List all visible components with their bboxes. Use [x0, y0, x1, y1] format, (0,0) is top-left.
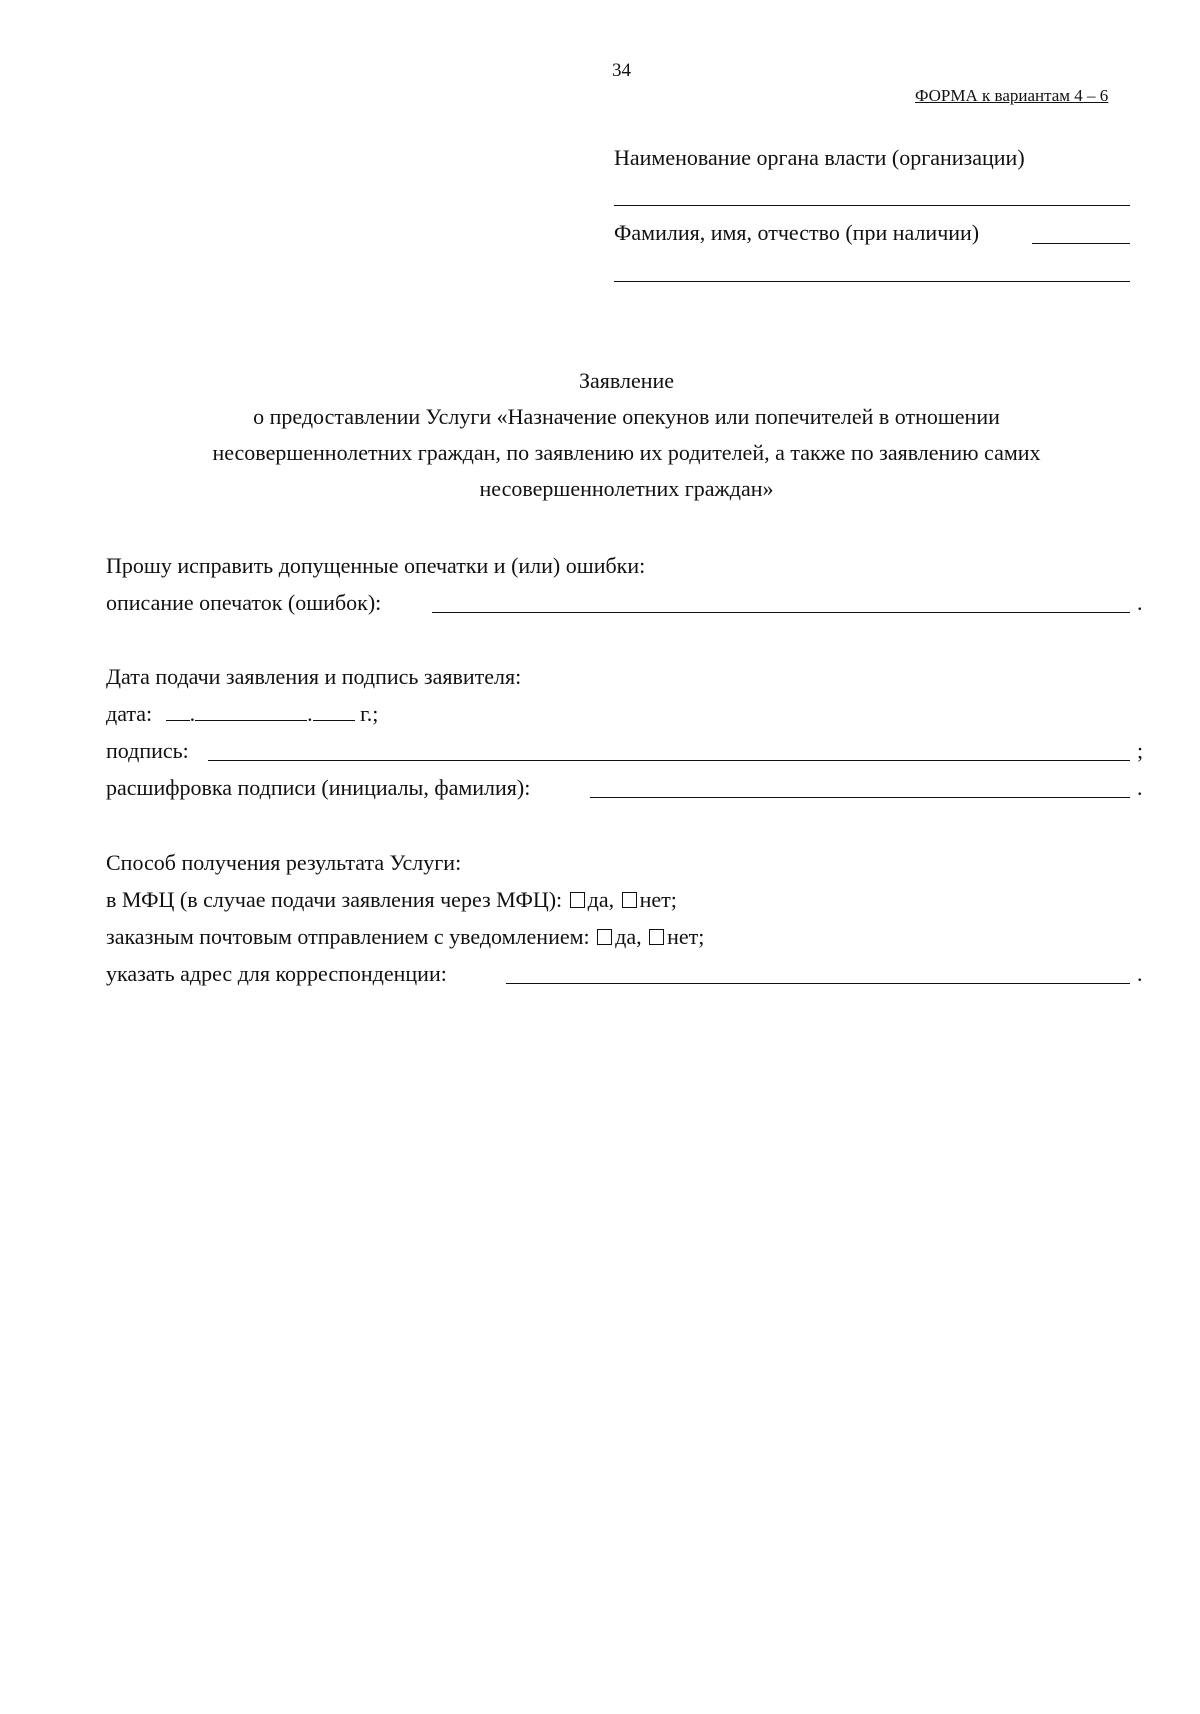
date-day-field[interactable]	[166, 702, 190, 721]
document-title: Заявление	[578, 368, 675, 393]
error-description-end: .	[1137, 590, 1143, 615]
page-number: 34	[612, 60, 631, 81]
signature-heading: Дата подачи заявления и подпись заявителя:	[106, 664, 522, 689]
fullname-line[interactable]	[614, 281, 1130, 282]
date-year-suffix: г.;	[360, 701, 379, 726]
fullname-line-inline[interactable]	[1032, 243, 1130, 244]
signature-decode-end: .	[1137, 775, 1143, 800]
mail-option-label: заказным почтовым отправлением с уведомлением:	[106, 924, 590, 949]
signature-end: ;	[1137, 738, 1144, 763]
mfc-option-label: в МФЦ (в случае подачи заявления через МФЦ):	[106, 887, 563, 912]
mail-option-row	[106, 924, 704, 950]
result-method-heading: Способ получения результата Услуги:	[106, 850, 462, 875]
address-label: указать адрес для корреспонденции:	[106, 961, 447, 986]
mfc-yes-label: да,	[587, 887, 615, 912]
date-separator-2: .	[307, 701, 313, 726]
mail-no-label: нет;	[667, 924, 705, 949]
correction-request: Прошу исправить допущенные опечатки и (или) ошибки:	[106, 553, 646, 578]
date-row	[106, 701, 378, 727]
authority-name-label: Наименование органа власти (организации)	[614, 145, 1025, 170]
mail-yes-checkbox[interactable]	[597, 929, 612, 945]
address-end: .	[1137, 961, 1143, 986]
date-month-field[interactable]	[195, 702, 307, 721]
error-description-label: описание опечаток (ошибок):	[106, 590, 382, 615]
form-variant-label: ФОРМА к вариантам 4 – 6	[915, 86, 1109, 105]
mail-no-checkbox[interactable]	[649, 929, 664, 945]
date-separator-1: .	[189, 701, 196, 726]
date-year-field[interactable]	[313, 702, 355, 721]
address-field[interactable]	[506, 983, 1130, 984]
mfc-no-checkbox[interactable]	[622, 892, 637, 908]
title-line-4: несовершеннолетних граждан»	[479, 476, 774, 501]
mail-yes-label: да,	[615, 924, 642, 949]
date-label: дата:	[106, 701, 153, 726]
fullname-label: Фамилия, имя, отчество (при наличии)	[614, 220, 980, 245]
signature-label: подпись:	[106, 738, 189, 763]
error-description-field[interactable]	[432, 612, 1130, 613]
title-line-2: о предоставлении Услуги «Назначение опекунов или попечителей в отношении	[253, 404, 1000, 429]
signature-decode-field[interactable]	[590, 797, 1130, 798]
signature-field[interactable]	[208, 760, 1130, 761]
title-line-3: несовершеннолетних граждан, по заявлению их родителей, а также по заявлению самих	[212, 440, 1041, 465]
mfc-no-label: нет;	[639, 887, 677, 912]
mfc-option-row	[106, 887, 677, 913]
authority-name-line[interactable]	[614, 205, 1130, 206]
signature-decode-label: расшифровка подписи (инициалы, фамилия):	[106, 775, 531, 800]
mfc-yes-checkbox[interactable]	[570, 892, 585, 908]
